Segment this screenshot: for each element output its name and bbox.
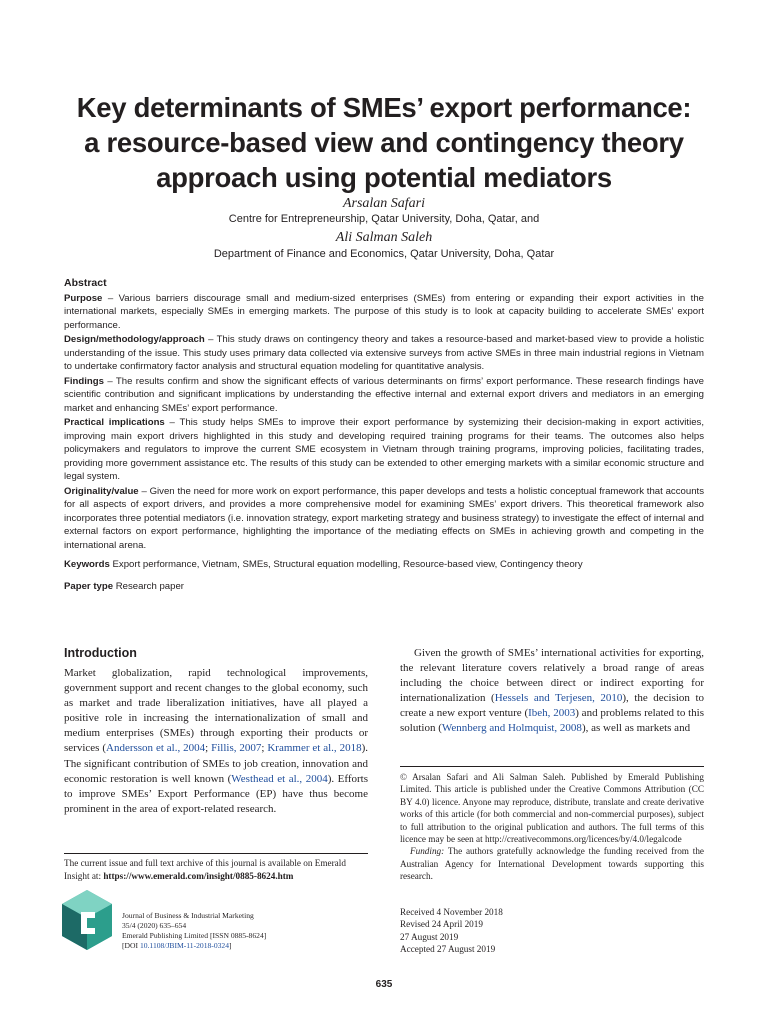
right-text-c: ) and problems related to this solution ( — [400, 707, 705, 735]
purpose-text: – Various barriers discourage small and medium-sized enterprises (SMEs) from entering or expanding their export activities in the international markets, especially SMEs in emerging markets. The purpose of this study is to look at capacity building to accelerate SMEs’ export performance. — [64, 292, 704, 331]
page-number: 635 — [375, 979, 393, 990]
originality-text: – Given the need for more work on export performance, this paper develops and tests a holistic conceptual framework that accounts for all aspects of export drivers, and provides a more comprehensive model for examining SMEs’ export drivers. This theoretical framework also incorporates three potential mediators (i.e. innovation strategy, export marketing strategy and business strategy) to investigate the effect of internal and external factors on export performance, highlighting the importance of the mediating effects on SMEs in achieving growth and competing in the international arena. — [64, 485, 704, 551]
archive-note — [64, 857, 368, 882]
findings-text: – The results confirm and show the significant effects of various determinants on firms’ export performance. These research findings have scientific contribution and significant implications by understanding the effective internal and external export drivers and mediators in an emerging market and enhancing SMEs’ export performance. — [64, 375, 704, 414]
copyright-text: © Arsalan Safari and Ali Salman Saleh. Published by Emerald Publishing Limited. This article is published under the Creative Commons Attribution (CC BY 4.0) licence. Anyone may reproduce, distribute, translate and create derivative works of this article (for both commercial and non-commercial purposes), subject to full attribution to the original publication and authors. The full terms of this licence may be seen at http://creativecommons.org/licences/by/4.0/legalcode — [400, 772, 704, 845]
citation-westhead[interactable]: Westhead et al., 2004 — [231, 772, 328, 785]
date-revised-1: Revised 24 April 2019 — [400, 919, 483, 930]
date-revised-2: 27 August 2019 — [400, 931, 459, 942]
journal-doi — [122, 941, 362, 951]
date-accepted: Accepted 27 August 2019 — [400, 943, 496, 954]
right-text-b: ), the decision to create a new export venture ( — [400, 692, 704, 720]
introduction-column — [64, 646, 368, 817]
practical-label: Practical implications — [64, 417, 165, 428]
title-line-2: a resource-based view and contingency theory — [84, 127, 684, 158]
citation-wennberg[interactable]: Wennberg and Holmquist, 2008 — [441, 722, 582, 735]
journal-info — [122, 911, 362, 951]
author-name-1: Arsalan Safari — [342, 196, 426, 211]
purpose-label: Purpose — [64, 292, 103, 304]
funding-label: Funding: — [410, 846, 445, 857]
abstract-heading: Abstract — [64, 277, 107, 289]
abstract-design — [64, 333, 704, 374]
funding-note — [400, 845, 704, 882]
abstract-originality — [64, 485, 704, 553]
originality-label: Originality/value — [64, 485, 139, 497]
right-text-a: Given the growth of SMEs’ international activities for exporting, the relevant literature covers relatively a broad range of areas including the choice between direct or indirect exporting for internationalization ( — [400, 647, 704, 705]
archive-url-link[interactable]: https://www.emerald.com/insight/0885-8624.htm — [103, 870, 294, 881]
author-affiliation-1: Centre for Entrepreneurship, Qatar University, Doha, Qatar, and — [228, 213, 540, 225]
right-column-paragraph — [400, 646, 704, 737]
abstract-findings — [64, 375, 704, 416]
doi-suffix: ] — [229, 941, 232, 950]
doi-link[interactable]: 10.1108/JBIM-11-2018-0324 — [139, 941, 230, 950]
citation-fillis[interactable]: Fillis, 2007 — [211, 742, 262, 755]
paper-type-text: Research paper — [113, 580, 184, 592]
journal-publisher: Emerald Publishing Limited [ISSN 0885-8624] — [122, 931, 267, 940]
design-text: – This study draws on contingency theory and takes a resource-based and market-based view to provide a holistic understanding of the issue. This study uses primary data collected via extensive surveys from active SMEs in three main industrial regions in Vietnam to undertake confirmatory factor analysis and structural equation modeling for quantitative analysis. — [64, 334, 704, 372]
keywords-text: Export performance, Vietnam, SMEs, Structural equation modelling, Resource-based view, Contingency theory — [109, 559, 583, 570]
citation-separator: ; — [205, 742, 212, 755]
introduction-paragraph — [64, 666, 368, 817]
title-line-1: Key determinants of SMEs’ export performance: — [76, 92, 692, 123]
copyright-divider — [400, 766, 704, 767]
paper-type-label: Paper type — [64, 580, 114, 592]
paper-title — [40, 90, 728, 195]
abstract — [64, 277, 704, 594]
archive-divider — [64, 853, 368, 854]
introduction-heading: Introduction — [64, 646, 137, 660]
design-label: Design/methodology/approach — [64, 334, 205, 345]
keywords — [64, 558, 704, 572]
citation-ibeh[interactable]: Ibeh, 2003 — [528, 707, 576, 720]
citation-krammer[interactable]: Krammer et al., 2018 — [267, 742, 362, 755]
funding-text: The authors gratefully acknowledge the funding received from the Australian Agency for International Development towards supporting this research. — [400, 846, 704, 882]
right-column — [400, 646, 704, 737]
paper-type — [64, 580, 704, 594]
right-text-d: ), as well as markets and — [581, 722, 691, 735]
citation-separator: ; — [261, 742, 268, 755]
citation-hessels[interactable]: Hessels and Terjesen, 2010 — [494, 692, 623, 705]
copyright-notice — [400, 771, 704, 883]
emerald-logo-icon — [62, 890, 112, 950]
intro-text-b: ). The significant contribution of SMEs to job creation, innovation and economic restoration is well known ( — [64, 742, 369, 785]
journal-name: Journal of Business & Industrial Marketing — [122, 911, 254, 920]
doi-prefix: [DOI — [122, 941, 140, 950]
abstract-purpose — [64, 292, 704, 333]
intro-text-a: Market globalization, rapid technological improvements, government support and recent changes to the global economy, such as market and trade liberalization initiatives, have all played a positive role in increasing the internationalization of small and medium enterprises (SMEs) through exporting their products or services ( — [64, 667, 368, 755]
date-received: Received 4 November 2018 — [400, 907, 503, 917]
findings-label: Findings — [64, 375, 104, 387]
journal-volume: 35/4 (2020) 635–654 — [122, 921, 187, 930]
practical-text: – This study helps SMEs to improve their export performance by systemizing their decision-making in export activities, improving main export drivers highlighted in this study and developing required training programs for their teams. The outcomes also helps policymakers and regulators to improve the current SME ecosystem in Vietnam through training programs, improving policies, facilitating trades, providing more government assistance etc. The results of this study can be extended to other emerging markets with a similar economic structure and legal system. — [64, 417, 705, 482]
citation-andersson[interactable]: Andersson et al., 2004 — [106, 742, 206, 755]
keywords-label: Keywords — [64, 559, 110, 570]
title-line-3: approach using potential mediators — [156, 162, 612, 193]
abstract-practical — [64, 416, 704, 484]
author-affiliation-2: Department of Finance and Economics, Qatar University, Doha, Qatar — [213, 248, 555, 260]
archive-text: The current issue and full text archive of this journal is available on Emerald Insight at: — [64, 858, 346, 881]
intro-text-c: ). Efforts to improve SMEs’ Export Performance (EP) have thus become prominent in the area of export-related research. — [64, 772, 368, 815]
author-name-2: Ali Salman Saleh — [335, 230, 433, 245]
article-dates — [400, 906, 704, 955]
